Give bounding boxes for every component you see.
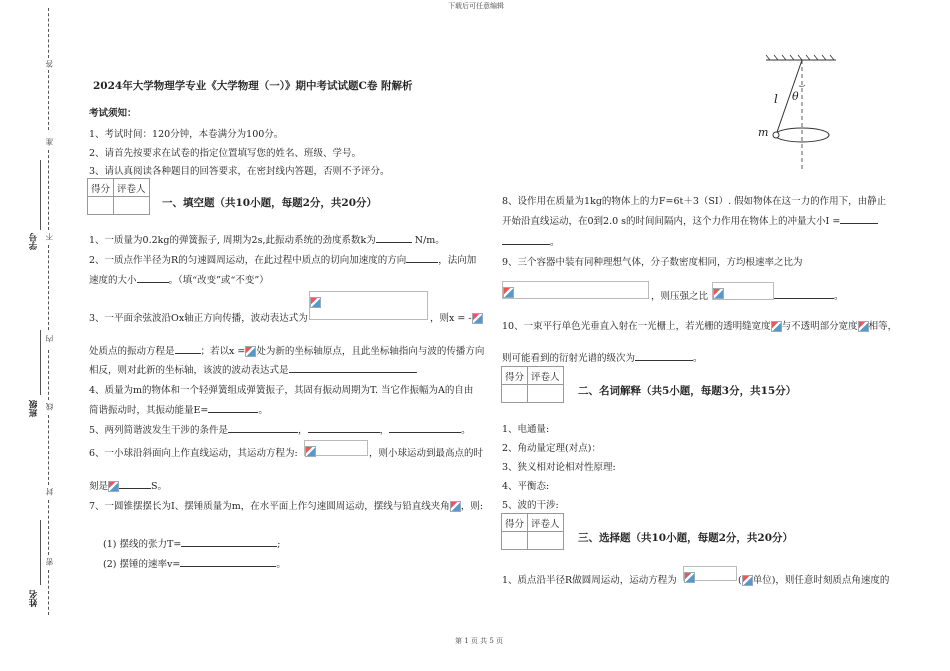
answer-blank[interactable] bbox=[376, 233, 412, 243]
question-3-end: ，则x = - bbox=[430, 310, 483, 324]
notice-heading: 考试须知： bbox=[89, 108, 137, 119]
term-item: 4、平衡态: bbox=[502, 481, 550, 492]
margin-mark: 封 bbox=[45, 488, 54, 496]
angle-arc bbox=[799, 85, 805, 86]
answer-blank[interactable] bbox=[774, 289, 834, 299]
term-item: 2、角动量定理(对点)： bbox=[502, 443, 601, 454]
margin-mark: 答 bbox=[45, 60, 54, 68]
name-line[interactable] bbox=[40, 520, 41, 585]
question-8-cont: 开始沿直线运动，在0到2.0 s的时间间隔内，这个力作用在物体上的冲量大小I = bbox=[502, 213, 878, 227]
term-item: 5、波的干涉: bbox=[502, 500, 559, 511]
pendulum-bob bbox=[773, 132, 779, 138]
question-9: 9、三个容器中装有同种理想气体，分子数密度相同，方均根速率之比为 bbox=[502, 257, 803, 268]
broken-image-icon bbox=[450, 501, 461, 512]
question-8-cont2: 。 bbox=[502, 234, 560, 248]
question-7-part1: (1) 摆线的张力T= ; bbox=[103, 539, 281, 550]
grader-cell[interactable] bbox=[114, 197, 150, 215]
score-label: 得分 bbox=[502, 514, 528, 532]
answer-blank[interactable] bbox=[180, 557, 276, 567]
answer-blank[interactable] bbox=[389, 423, 461, 433]
broken-image-icon bbox=[472, 313, 483, 324]
term-item: 1、电通量: bbox=[502, 424, 550, 435]
score-label: 得分 bbox=[88, 179, 114, 197]
pendulum-figure bbox=[752, 52, 847, 172]
question-6-cont: 刻是 S。 bbox=[89, 481, 168, 492]
broken-image-icon bbox=[742, 575, 753, 586]
broken-image-icon bbox=[108, 481, 119, 492]
question-2-cont: 速度的大小 。（填“改变”或“不变”） bbox=[89, 275, 269, 286]
broken-image-icon bbox=[503, 287, 514, 298]
score-box bbox=[501, 513, 564, 550]
question-4-cont: 简谐振动时，其振动能量E= 。 bbox=[89, 405, 268, 416]
question-3-cont: 处质点的振动方程是 ；若以x = 处为新的坐标轴原点，且此坐标轴指向与波的传播方向 bbox=[89, 346, 485, 357]
seal-line bbox=[48, 8, 49, 58]
question-5: 5、两列简谐波发生干涉的条件是 ， ， 。 bbox=[89, 425, 471, 436]
question-6-end: ，则小球运动到最高点的时 bbox=[369, 448, 484, 459]
class-label: 班级 bbox=[29, 400, 39, 417]
grader-cell[interactable] bbox=[528, 532, 564, 550]
seal-line bbox=[48, 245, 49, 330]
grader-label: 评卷人 bbox=[114, 179, 150, 197]
notice-item: 2、请首先按要求在试卷的指定位置填写您的姓名、班级、学号。 bbox=[89, 148, 362, 159]
broken-image-icon bbox=[305, 446, 316, 457]
score-cell[interactable] bbox=[502, 532, 528, 550]
label-theta: θ bbox=[792, 90, 799, 103]
answer-blank[interactable] bbox=[208, 403, 258, 413]
broken-image-icon bbox=[684, 572, 695, 583]
notice-item: 3、请认真阅读各种题目的回答要求，在密封线内答题，否则不予评分。 bbox=[89, 166, 390, 177]
grader-label: 评卷人 bbox=[528, 514, 564, 532]
question-9-blank: 。 bbox=[774, 288, 844, 302]
margin-mark: 密 bbox=[45, 558, 54, 566]
score-cell[interactable] bbox=[502, 385, 528, 403]
answer-blank[interactable] bbox=[406, 253, 438, 263]
question-10: 10、一束平行单色光垂直入射在一光栅上，若光栅的透明缝宽度 与不透明部分宽度 相等， bbox=[502, 321, 898, 332]
margin-mark: 内 bbox=[45, 335, 54, 343]
score-box bbox=[501, 366, 564, 403]
question-9-end: ，则压强之比 bbox=[651, 291, 709, 302]
broken-image-icon bbox=[713, 288, 724, 299]
broken-image-icon bbox=[310, 297, 321, 308]
formula-image bbox=[712, 282, 774, 300]
choice-1-end: ( 单位)，则任意时刻质点角速度的 bbox=[738, 575, 890, 586]
margin-mark: 线 bbox=[45, 403, 54, 411]
question-3-cont2: 相反，则对此新的坐标轴，该波的波动表达式是 bbox=[89, 362, 417, 376]
question-2: 2、一质点作半径为R的匀速圆周运动，在此过程中质点的切向加速度的方向 ，法向加 bbox=[89, 255, 477, 266]
student-id-label: 学号 bbox=[29, 233, 39, 250]
question-1: 1、一质量为0.2kg的弹簧振子, 周期为2s,此振动系统的劲度系数k为 N/m。 bbox=[89, 235, 445, 246]
section-heading: 二、名词解释（共5小题，每题3分，共15分） bbox=[578, 385, 797, 397]
page-footer: 第 1 页 共 5 页 bbox=[455, 637, 504, 645]
term-item: 3、狭义相对论相对性原理: bbox=[502, 462, 616, 473]
question-4: 4、质量为m的物体和一个轻弹簧组成弹簧振子，其固有振动周期为T. 当它作振幅为A的自由 bbox=[89, 385, 474, 396]
ceiling-hatch bbox=[766, 55, 834, 60]
broken-image-icon bbox=[858, 321, 869, 332]
question-10-cont: 则可能看到的衍射光谱的级次为 。 bbox=[502, 353, 703, 364]
formula-image bbox=[309, 291, 428, 320]
section-heading: 一、填空题（共10小题，每题2分，共20分） bbox=[162, 197, 378, 209]
header-note: 下载后可任意编辑 bbox=[448, 2, 504, 10]
score-label: 得分 bbox=[502, 367, 528, 385]
question-3: 3、一平面余弦波沿Ox轴正方向传播，波动表达式为 bbox=[89, 313, 308, 324]
formula-image bbox=[683, 566, 737, 581]
answer-blank[interactable] bbox=[119, 479, 151, 489]
score-cell[interactable] bbox=[88, 197, 114, 215]
answer-blank[interactable] bbox=[308, 423, 380, 433]
margin-mark: 不 bbox=[45, 233, 54, 241]
seal-line bbox=[48, 70, 49, 130]
question-8: 8、设作用在质量为1kg的物体上的力F=6t＋3（SI）. 假如物体在这一力的作用下，由静止 bbox=[502, 196, 887, 207]
seal-line bbox=[48, 350, 49, 400]
seal-line bbox=[48, 500, 49, 555]
answer-blank[interactable] bbox=[635, 351, 693, 361]
broken-image-icon bbox=[771, 321, 782, 332]
seal-line bbox=[48, 570, 49, 615]
formula-image bbox=[502, 281, 649, 299]
broken-image-icon bbox=[245, 346, 256, 357]
choice-1: 1、质点沿半径R做圆周运动，运动方程为 bbox=[502, 575, 677, 586]
question-6: 6、一小球沿斜面向上作直线运动，其运动方程为: bbox=[89, 448, 298, 459]
class-line[interactable] bbox=[40, 330, 41, 395]
seal-line bbox=[48, 150, 49, 230]
student-id-line[interactable] bbox=[40, 160, 41, 230]
answer-blank[interactable] bbox=[175, 344, 201, 354]
name-label: 姓名 bbox=[29, 590, 39, 607]
grader-label: 评卷人 bbox=[528, 367, 564, 385]
question-7: 7、一圆锥摆摆长为I、摆锤质量为m，在水平面上作匀速圆周运动，摆线与铅直线夹角 ，则: bbox=[89, 501, 484, 512]
score-box bbox=[87, 178, 150, 215]
answer-blank[interactable] bbox=[502, 235, 550, 245]
label-l: l bbox=[774, 92, 778, 106]
exam-title: 2024年大学物理学专业《大学物理（一）》期中考试试题C卷 附解析 bbox=[93, 80, 413, 92]
question-7-part2: (2) 摆锤的速率v= 。 bbox=[103, 559, 286, 570]
section-heading: 三、选择题（共10小题，每题2分，共20分） bbox=[578, 532, 794, 544]
answer-blank[interactable] bbox=[181, 537, 277, 547]
grader-cell[interactable] bbox=[528, 385, 564, 403]
formula-image bbox=[304, 440, 368, 456]
answer-blank[interactable] bbox=[289, 363, 417, 373]
seal-line bbox=[48, 415, 49, 485]
margin-mark: 准 bbox=[45, 138, 54, 146]
answer-blank[interactable] bbox=[137, 273, 169, 283]
answer-blank[interactable] bbox=[840, 214, 878, 224]
notice-item: 1、考试时间：120分钟，本卷满分为100分。 bbox=[89, 129, 284, 140]
answer-blank[interactable] bbox=[228, 423, 298, 433]
label-m: m bbox=[758, 126, 769, 139]
